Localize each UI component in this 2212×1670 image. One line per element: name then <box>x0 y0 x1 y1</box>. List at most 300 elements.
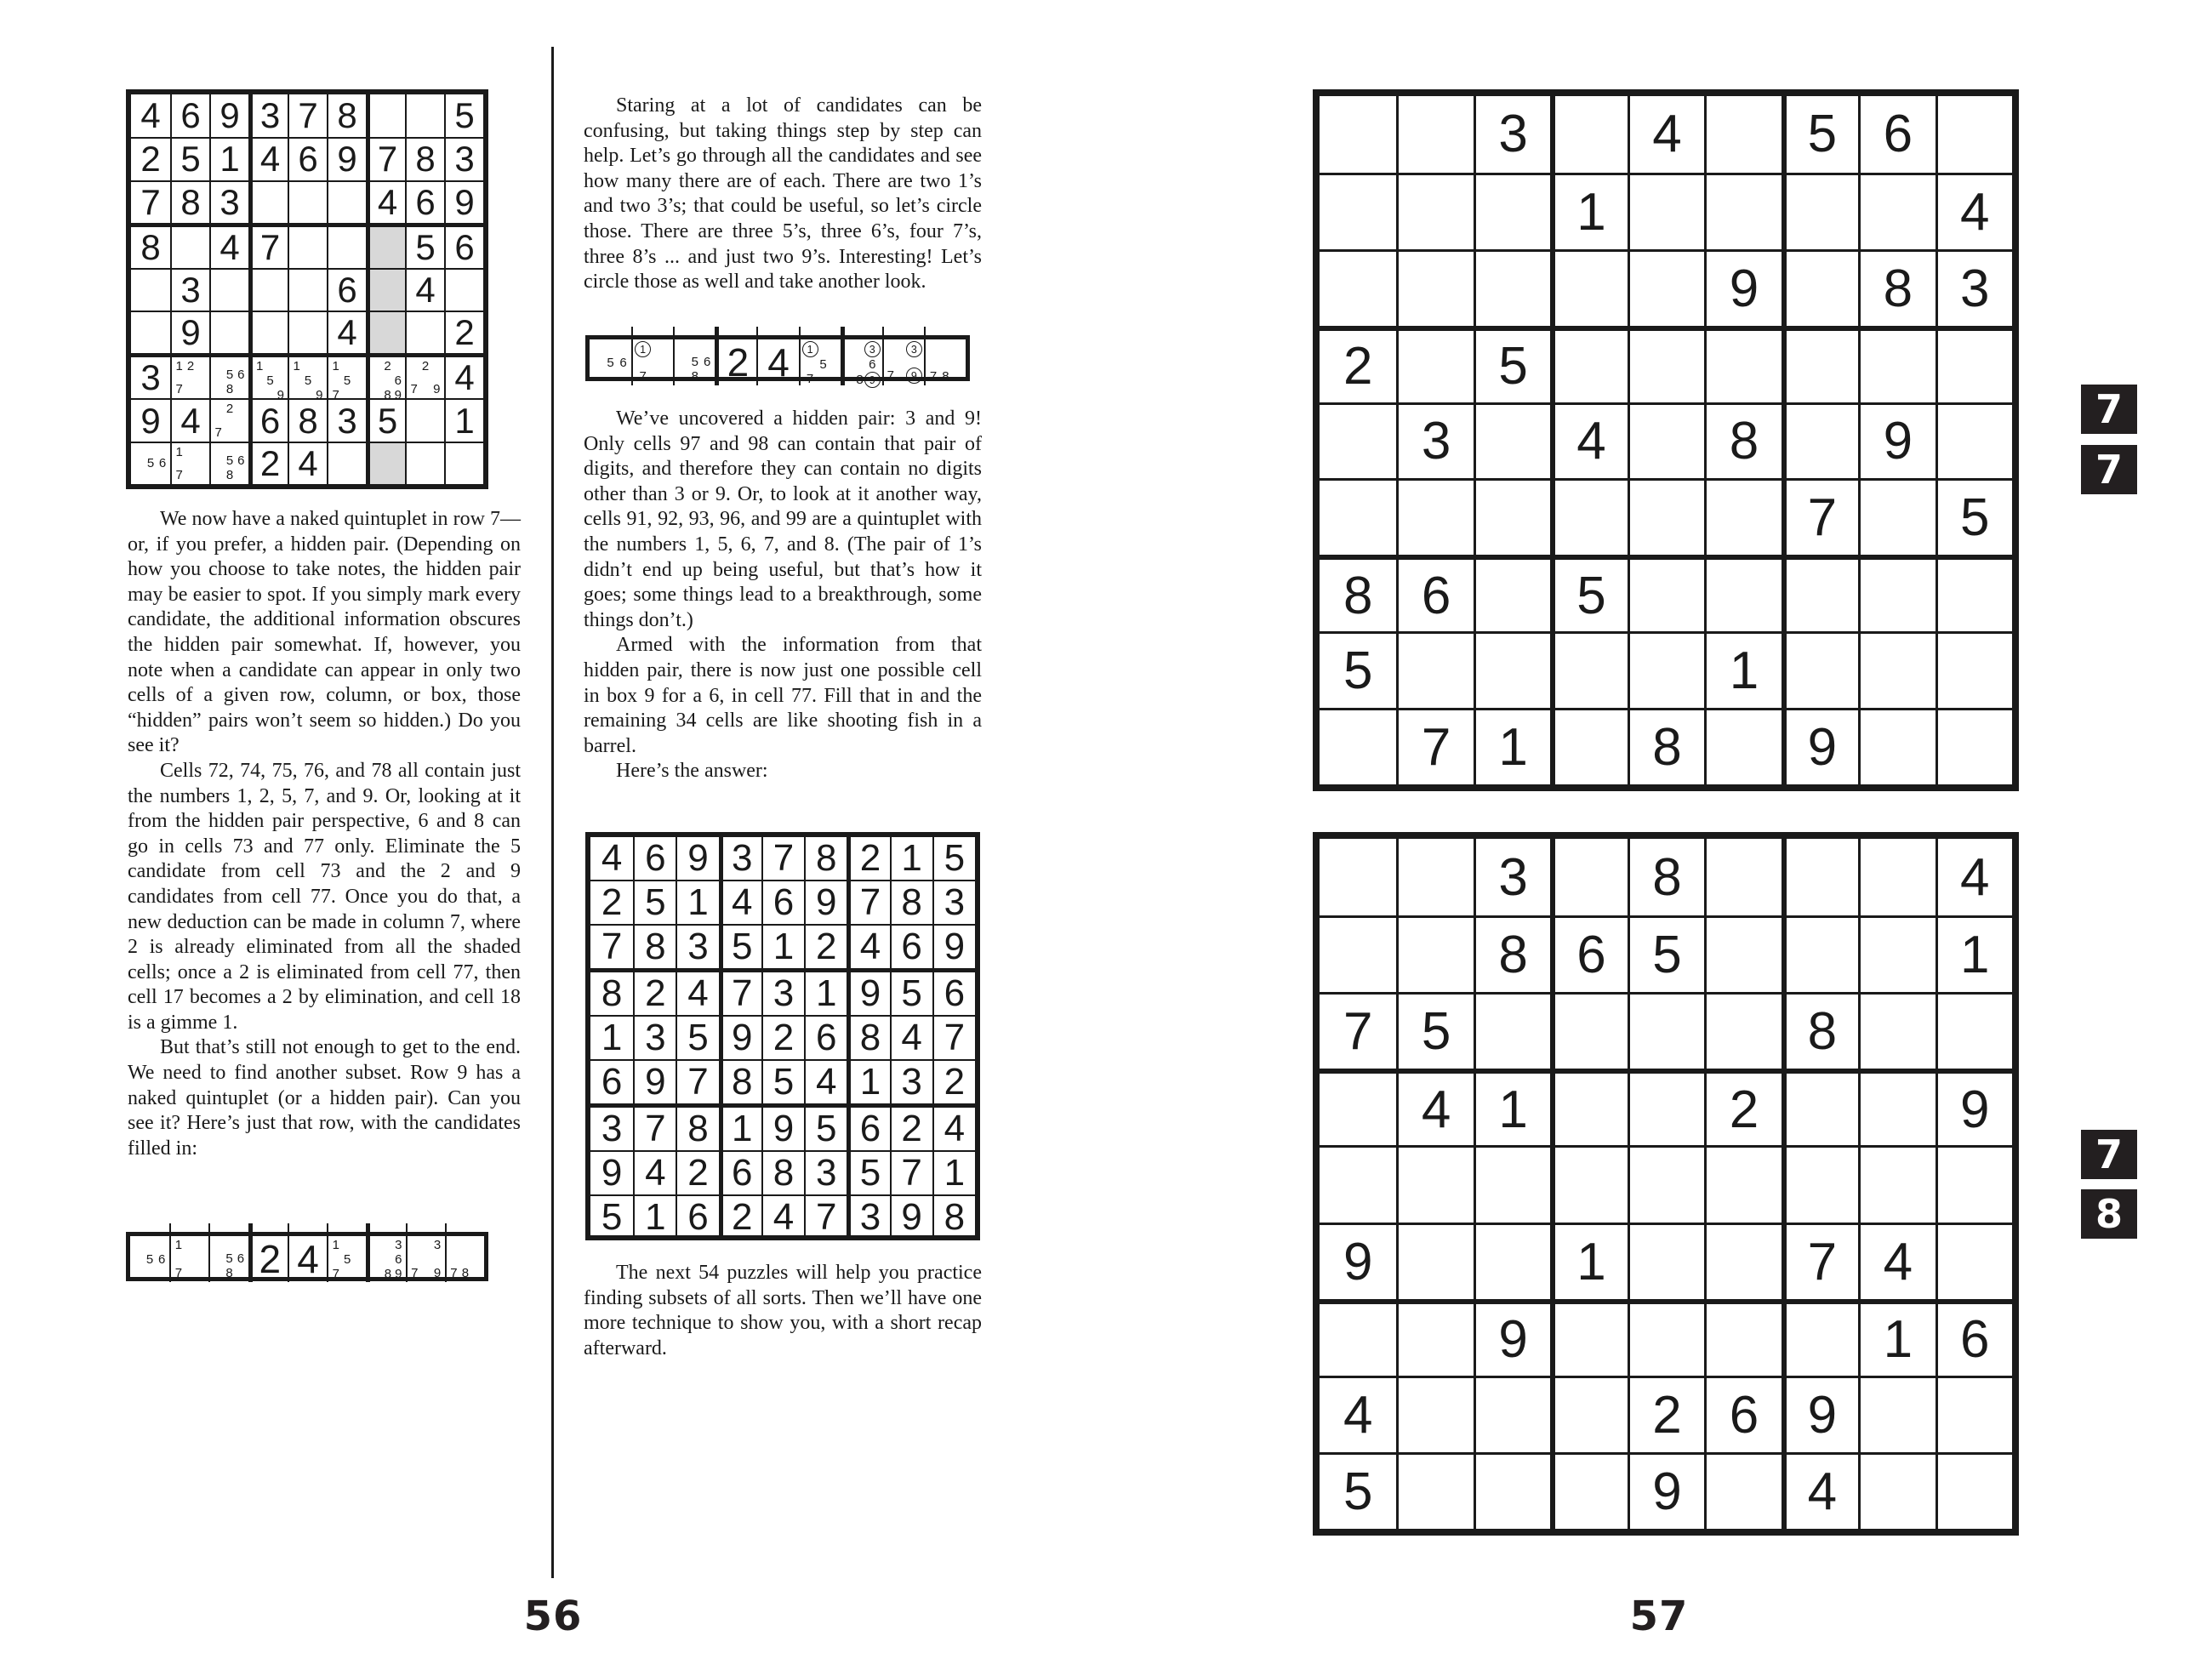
puzzle-grid-bottom-cell-r1c4 <box>1550 839 1627 915</box>
candidate-6: 6 <box>237 368 245 383</box>
given-digit: 8 <box>1807 1002 1838 1062</box>
puzzle-grid-bottom-cell-r9c9 <box>1936 1452 2012 1529</box>
right-column-text-top <box>584 94 982 295</box>
given-digit: 4 <box>219 226 240 267</box>
candidate-5: 5 <box>304 373 312 389</box>
answer-grid-cell-r2c3 <box>676 880 718 924</box>
given-digit: 6 <box>645 837 666 879</box>
candidate-6: 6 <box>394 373 402 389</box>
example-grid-cell-r3c4 <box>248 180 288 223</box>
candidate-8: 8 <box>461 1266 470 1280</box>
candidate-6: 6 <box>619 355 627 370</box>
given-digit: 5 <box>454 95 475 136</box>
example-grid-cell-r2c7 <box>366 137 405 180</box>
grid-cut-tick <box>715 327 719 335</box>
puzzle-grid-top-cell-r1c3 <box>1474 96 1550 173</box>
candidate-7: 7 <box>214 425 222 440</box>
difficulty-badge: 7 <box>2081 385 2137 434</box>
puzzle-grid-top-cell-r8c1 <box>1320 631 1396 708</box>
candidate-3: 3 <box>395 1238 402 1252</box>
puzzle-grid-top-cell-r9c4 <box>1550 708 1627 784</box>
answer-grid-cell-r4c8 <box>890 968 932 1015</box>
example-grid-cell-r7c6 <box>327 353 366 403</box>
puzzle-grid-top-cell-r3c6 <box>1704 249 1781 326</box>
puzzle-grid-bottom-cell-r6c2 <box>1396 1223 1473 1299</box>
given-digit: 5 <box>772 1061 795 1103</box>
candidate-1: 1 <box>175 359 183 374</box>
puzzle-grid-top-cell-r6c2 <box>1396 478 1473 555</box>
puzzle-grid-top-cell-r7c9 <box>1936 555 2012 631</box>
given-digit: 5 <box>1343 1462 1373 1521</box>
example-grid-cell-r6c3 <box>209 311 248 353</box>
answer-grid-cell-r3c4 <box>719 924 761 968</box>
puzzle-grid-bottom-cell-r8c7 <box>1782 1376 1858 1452</box>
row9-candidate-strip-cell-8 <box>406 1236 445 1282</box>
puzzle-grid-top-cell-r2c9 <box>1936 173 2012 249</box>
puzzle-grid-top-cell-r6c9 <box>1936 478 2012 555</box>
answer-grid-cell-r2c9 <box>932 880 975 924</box>
given-digit: 7 <box>1807 1232 1838 1291</box>
puzzle-grid-bottom-cell-r5c6 <box>1704 1145 1781 1222</box>
given-digit: 3 <box>601 1108 623 1149</box>
given-digit: 9 <box>645 1061 666 1103</box>
candidate-9: 9 <box>395 1267 402 1281</box>
puzzle-grid-bottom-cell-r4c6 <box>1704 1069 1781 1145</box>
puzzle-grid-top-cell-r8c4 <box>1550 631 1627 708</box>
puzzle-grid-top-cell-r2c6 <box>1704 173 1781 249</box>
given-digit: 6 <box>259 400 281 441</box>
given-digit: 9 <box>1883 412 1913 471</box>
example-grid-cell-r5c2 <box>170 268 209 311</box>
puzzle-grid-top-cell-r9c5 <box>1628 708 1704 784</box>
candidate-6: 6 <box>237 453 245 468</box>
example-grid-cell-r7c9 <box>444 353 483 398</box>
grid-cut-tick <box>208 1223 210 1232</box>
answer-grid-cell-r9c2 <box>633 1194 676 1239</box>
given-digit: 7 <box>298 95 318 136</box>
example-grid-cell-r9c3 <box>209 442 248 484</box>
given-digit: 5 <box>415 226 436 267</box>
candidate-9: 9 <box>276 388 284 403</box>
solved-digit: 2 <box>259 1237 282 1281</box>
candidate-marks <box>173 1238 207 1280</box>
puzzle-grid-top-cell-r7c3 <box>1474 555 1550 631</box>
given-digit: 6 <box>732 1152 753 1194</box>
given-digit: 9 <box>219 95 240 136</box>
given-digit: 5 <box>601 1196 623 1238</box>
puzzle-grid-top-cell-r2c2 <box>1396 173 1473 249</box>
answer-grid-cell-r9c4 <box>719 1194 761 1239</box>
given-digit: 6 <box>1421 566 1451 625</box>
given-digit: 4 <box>1652 105 1682 164</box>
given-digit: 4 <box>454 357 475 398</box>
example-grid-cell-r9c9 <box>444 442 483 484</box>
example-grid-cell-r2c2 <box>170 137 209 180</box>
candidate-8: 8 <box>691 369 698 384</box>
example-grid-cell-r2c3 <box>209 137 248 180</box>
answer-grid-cell-r8c6 <box>804 1150 847 1194</box>
puzzle-grid-bottom-cell-r7c7 <box>1782 1299 1858 1376</box>
given-digit: 3 <box>180 269 201 310</box>
example-grid-cell-r8c3 <box>209 398 248 441</box>
given-digit: 6 <box>180 95 201 136</box>
candidate-8: 8 <box>942 369 949 384</box>
puzzle-grid-bottom-cell-r3c6 <box>1704 992 1781 1069</box>
example-grid-cell-r4c4 <box>248 223 288 268</box>
answer-grid-cell-r1c8 <box>890 837 932 880</box>
example-grid-cell-r6c2 <box>170 311 209 353</box>
given-digit: 2 <box>1343 337 1373 396</box>
example-grid-cell-r9c7 <box>366 442 405 484</box>
candidate-7: 7 <box>174 1266 183 1280</box>
candidate-marks <box>927 341 964 384</box>
example-grid <box>126 89 488 489</box>
candidate-1-circled: 1 <box>635 341 651 357</box>
row9-candidate-strip-circled-cell-6 <box>799 339 841 385</box>
candidate-6: 6 <box>395 1252 402 1267</box>
right-column-text-bottom <box>584 1261 982 1361</box>
puzzle-grid-bottom-cell-r2c8 <box>1858 915 1935 992</box>
example-grid-cell-r5c5 <box>288 268 327 311</box>
given-digit: 5 <box>180 139 201 180</box>
puzzle-grid-top-cell-r2c8 <box>1858 173 1935 249</box>
puzzle-grid-top-cell-r5c4 <box>1550 402 1627 479</box>
puzzle-grid-top-cell-r1c6 <box>1704 96 1781 173</box>
answer-grid-cell-r9c5 <box>761 1194 804 1239</box>
given-digit: 2 <box>601 881 623 923</box>
given-digit: 2 <box>815 926 837 967</box>
paragraph: Armed with the information from that hidden pair, there is now just one possible cell in box 9 for a 6, in cell 77. Fill that in and the remaining 34 cells are like shooting fish in a barrel. <box>584 634 982 757</box>
example-grid-cell-r1c4 <box>248 94 288 137</box>
grid-cut-tick <box>248 1223 253 1232</box>
answer-grid-cell-r9c9 <box>932 1194 975 1239</box>
given-digit: 1 <box>859 1061 881 1103</box>
example-grid-cell-r9c4 <box>248 442 288 484</box>
puzzle-grid-top-cell-r3c9 <box>1936 249 2012 326</box>
grid-cut-tick <box>445 1223 447 1232</box>
puzzle-grid-bottom-cell-r7c2 <box>1396 1299 1473 1376</box>
given-digit: 2 <box>259 442 281 483</box>
column-divider <box>551 47 554 1578</box>
puzzle-grid-top-cell-r3c4 <box>1550 249 1627 326</box>
given-digit: 9 <box>772 1108 795 1149</box>
paragraph: Cells 72, 74, 75, 76, and 78 all contain just the numbers 1, 2, 5, 7, and 9. Or, looking at it from the hidden pair perspective, 6 and 8 can go in cells 73 and 77 only. Eliminate the 5 candidate from cell 73 and the 2 and 9 candidates from cell 77. Once you do that, a new deduction can be made in column 7, where 2 is already eliminated from all the shaded cells; once a 2 is eliminated from cell 77, then cell 17 becomes a 2 by elimination, and cell 18 is a gimme 1. <box>128 759 521 1034</box>
puzzle-grid-bottom-cell-r3c5 <box>1628 992 1704 1069</box>
puzzle-grid-bottom-cell-r7c4 <box>1550 1299 1627 1376</box>
example-grid-cell-r4c7 <box>366 223 405 268</box>
puzzle-grid-top-cell-r7c2 <box>1396 555 1473 631</box>
puzzle-grid-top-cell-r8c9 <box>1936 631 2012 708</box>
puzzle-grid-top-cell-r3c1 <box>1320 249 1396 326</box>
puzzle-grid-top-cell-r3c3 <box>1474 249 1550 326</box>
given-digit: 3 <box>1421 412 1451 471</box>
row9-candidate-strip-circled <box>585 335 970 387</box>
candidate-8: 8 <box>384 1267 392 1281</box>
row9-candidate-strip-circled-cell-1 <box>590 339 631 385</box>
puzzle-grid-top-cell-r1c4 <box>1550 96 1627 173</box>
given-digit: 3 <box>944 881 966 923</box>
example-grid-cell-r6c8 <box>405 311 444 353</box>
puzzle-grid-top-cell-r5c2 <box>1396 402 1473 479</box>
puzzle-grid-bottom-cell-r3c2 <box>1396 992 1473 1069</box>
given-digit: 4 <box>732 881 753 923</box>
puzzle-grid-top-cell-r1c9 <box>1936 96 2012 173</box>
given-digit: 8 <box>1343 566 1373 625</box>
given-digit: 8 <box>645 926 666 967</box>
candidate-2: 2 <box>421 359 430 374</box>
puzzle-grid-bottom-cell-r7c8 <box>1858 1299 1935 1376</box>
candidate-6: 6 <box>869 357 876 372</box>
given-digit: 5 <box>815 1108 837 1149</box>
puzzle-grid-bottom-cell-r4c7 <box>1782 1069 1858 1145</box>
example-grid-cell-r6c5 <box>288 311 327 353</box>
candidate-1-circled: 1 <box>802 341 818 357</box>
given-digit: 7 <box>140 181 161 222</box>
candidate-1: 1 <box>255 359 264 374</box>
given-digit: 2 <box>901 1108 922 1149</box>
example-grid-cell-r3c8 <box>405 180 444 223</box>
example-grid-cell-r1c8 <box>405 94 444 137</box>
puzzle-grid-top-cell-r1c8 <box>1858 96 1935 173</box>
given-digit: 7 <box>732 972 753 1014</box>
candidate-marks <box>591 341 630 384</box>
answer-grid-cell-r5c3 <box>676 1015 718 1059</box>
given-digit: 8 <box>732 1061 753 1103</box>
example-grid-cell-r4c1 <box>131 223 170 268</box>
candidate-marks <box>847 341 881 387</box>
answer-grid-cell-r8c5 <box>761 1150 804 1194</box>
given-digit: 4 <box>259 139 281 180</box>
given-digit: 5 <box>944 837 966 879</box>
row9-candidate-strip-cell-7 <box>366 1236 405 1282</box>
puzzle-grid-bottom-cell-r7c1 <box>1320 1299 1396 1376</box>
example-grid-cell-r8c9 <box>444 398 483 441</box>
given-digit: 3 <box>259 95 281 136</box>
given-digit: 7 <box>1421 718 1451 778</box>
example-grid-cell-r5c3 <box>209 268 248 311</box>
given-digit: 6 <box>415 181 436 222</box>
given-digit: 9 <box>901 1196 922 1238</box>
paragraph: Here’s the answer: <box>616 760 768 783</box>
given-digit: 5 <box>901 972 922 1014</box>
example-grid-cell-r1c3 <box>209 94 248 137</box>
given-digit: 4 <box>180 400 201 441</box>
puzzle-grid-bottom-cell-r6c9 <box>1936 1223 2012 1299</box>
given-digit: 3 <box>645 1017 666 1058</box>
difficulty-badge: 7 <box>2081 1130 2137 1179</box>
example-grid-cell-r2c9 <box>444 137 483 180</box>
example-grid-cell-r4c6 <box>327 223 366 268</box>
given-digit: 2 <box>645 972 666 1014</box>
candidate-marks <box>676 341 713 384</box>
grid-cut-tick <box>841 327 845 335</box>
given-digit: 2 <box>1729 1080 1759 1139</box>
given-digit: 6 <box>337 269 357 310</box>
puzzle-grid-bottom-cell-r5c8 <box>1858 1145 1935 1222</box>
candidate-marks <box>213 359 247 396</box>
given-digit: 3 <box>859 1196 881 1238</box>
puzzle-grid-top-cell-r5c1 <box>1320 402 1396 479</box>
candidate-2: 2 <box>384 359 391 374</box>
given-digit: 3 <box>1960 259 1990 318</box>
row9-candidate-strip-circled-cell-9 <box>924 339 966 385</box>
given-digit: 1 <box>687 881 709 923</box>
puzzle-grid-top-cell-r3c7 <box>1782 249 1858 326</box>
given-digit: 9 <box>601 1152 623 1194</box>
answer-grid-cell-r1c6 <box>804 837 847 880</box>
candidate-1: 1 <box>293 359 300 374</box>
puzzle-grid-top-cell-r6c3 <box>1474 478 1550 555</box>
grid-cut-tick <box>673 327 675 335</box>
example-grid-cell-r9c6 <box>327 442 366 484</box>
puzzle-grid-top-cell-r6c6 <box>1704 478 1781 555</box>
given-digit: 6 <box>1960 1310 1990 1370</box>
example-grid-cell-r1c9 <box>444 94 483 137</box>
given-digit: 8 <box>337 95 357 136</box>
example-grid-cell-r8c7 <box>366 398 405 441</box>
given-digit: 9 <box>1807 1385 1838 1445</box>
solved-digit: 4 <box>767 340 790 385</box>
puzzle-grid-bottom-cell-r3c7 <box>1782 992 1858 1069</box>
given-digit: 9 <box>1807 718 1838 778</box>
candidate-marks <box>213 445 247 482</box>
puzzle-grid-top-cell-r4c2 <box>1396 326 1473 402</box>
given-digit: 1 <box>944 1152 966 1194</box>
example-grid-cell-r1c5 <box>288 94 327 137</box>
candidate-8: 8 <box>225 1266 233 1280</box>
row9-candidate-strip-circled-cell-7 <box>841 339 882 385</box>
puzzle-grid-top-cell-r7c4 <box>1550 555 1627 631</box>
given-digit: 4 <box>140 95 161 136</box>
example-grid-cell-r6c4 <box>248 311 288 353</box>
puzzle-grid-bottom-cell-r9c1 <box>1320 1452 1396 1529</box>
given-digit: 8 <box>298 400 318 441</box>
puzzle-grid-bottom-cell-r8c4 <box>1550 1376 1627 1452</box>
candidate-7: 7 <box>450 1266 458 1280</box>
candidate-2: 2 <box>186 359 195 374</box>
solved-digit: 2 <box>727 340 750 385</box>
candidate-marks <box>291 359 325 403</box>
grid-cut-tick <box>631 327 633 335</box>
example-grid-cell-r1c2 <box>170 94 209 137</box>
answer-grid-cell-r6c5 <box>761 1059 804 1103</box>
given-digit: 1 <box>219 139 240 180</box>
puzzle-grid-bottom-cell-r4c9 <box>1936 1069 2012 1145</box>
given-digit: 9 <box>337 139 357 180</box>
given-digit: 7 <box>259 226 281 267</box>
puzzle-grid-bottom-cell-r2c4 <box>1550 915 1627 992</box>
answer-grid-cell-r7c5 <box>761 1103 804 1150</box>
answer-grid-cell-r5c9 <box>932 1015 975 1059</box>
answer-grid-cell-r8c7 <box>847 1150 889 1194</box>
puzzle-grid-top-cell-r9c7 <box>1782 708 1858 784</box>
puzzle-grid-bottom-cell-r2c9 <box>1936 915 2012 992</box>
given-digit: 2 <box>454 312 475 353</box>
given-digit: 5 <box>687 1017 709 1058</box>
given-digit: 7 <box>645 1108 666 1149</box>
puzzle-grid-bottom-cell-r9c4 <box>1550 1452 1627 1529</box>
given-digit: 4 <box>901 1017 922 1058</box>
row9-candidate-strip-cell-5 <box>288 1236 327 1282</box>
given-digit: 1 <box>815 972 837 1014</box>
answer-grid-cell-r4c1 <box>590 968 633 1015</box>
answer-grid-cell-r3c6 <box>804 924 847 968</box>
candidate-3-circled: 3 <box>906 341 922 357</box>
candidate-5: 5 <box>344 1252 351 1267</box>
grid-cut-tick <box>406 1223 408 1232</box>
given-digit: 7 <box>901 1152 922 1194</box>
candidate-marks <box>174 445 208 482</box>
puzzle-grid-top-cell-r7c5 <box>1628 555 1704 631</box>
paragraph: The next 54 puzzles will help you practice finding subsets of all sorts. Then we’ll have one more technique to show you, with a short recap afterward. <box>584 1262 982 1359</box>
puzzle-grid-bottom-cell-r2c3 <box>1474 915 1550 992</box>
answer-grid-cell-r4c7 <box>847 968 889 1015</box>
answer-grid-cell-r7c1 <box>590 1103 633 1150</box>
puzzle-grid-bottom-cell-r4c2 <box>1396 1069 1473 1145</box>
given-digit: 2 <box>944 1061 966 1103</box>
given-digit: 7 <box>859 881 881 923</box>
example-grid-cell-r6c1 <box>131 311 170 353</box>
answer-grid-cell-r6c9 <box>932 1059 975 1103</box>
puzzle-grid-top-cell-r6c4 <box>1550 478 1627 555</box>
given-digit: 4 <box>377 181 398 222</box>
given-digit: 5 <box>859 1152 881 1194</box>
puzzle-grid-top-cell-r1c1 <box>1320 96 1396 173</box>
answer-grid-cell-r2c5 <box>761 880 804 924</box>
given-digit: 3 <box>732 837 753 879</box>
given-digit: 6 <box>1883 105 1913 164</box>
given-digit: 1 <box>1960 926 1990 985</box>
given-digit: 1 <box>1576 1232 1606 1291</box>
right-column-text-middle <box>584 407 982 784</box>
puzzle-grid-bottom-cell-r5c5 <box>1628 1145 1704 1222</box>
given-digit: 7 <box>815 1196 837 1238</box>
puzzle-grid-top-cell-r4c5 <box>1628 326 1704 402</box>
candidate-marks <box>635 341 671 384</box>
given-digit: 1 <box>901 837 922 879</box>
candidate-6: 6 <box>158 456 167 471</box>
candidate-7: 7 <box>929 369 938 384</box>
given-digit: 9 <box>944 926 966 967</box>
given-digit: 5 <box>645 881 666 923</box>
example-grid-cell-r2c6 <box>327 137 366 180</box>
puzzle-grid-bottom-cell-r6c7 <box>1782 1223 1858 1299</box>
row9-candidate-strip-circled-cell-8 <box>882 339 924 385</box>
candidate-marks <box>372 359 403 403</box>
example-grid-cell-r5c7 <box>366 268 405 311</box>
answer-grid-cell-r5c1 <box>590 1015 633 1059</box>
given-digit: 3 <box>687 926 709 967</box>
row9-candidate-strip <box>126 1232 488 1281</box>
given-digit: 3 <box>1498 847 1528 907</box>
puzzle-grid-bottom-cell-r1c8 <box>1858 839 1935 915</box>
puzzle-grid-bottom-cell-r7c6 <box>1704 1299 1781 1376</box>
example-grid-cell-r3c6 <box>327 180 366 223</box>
given-digit: 8 <box>772 1152 795 1194</box>
puzzle-grid-bottom-cell-r7c5 <box>1628 1299 1704 1376</box>
given-digit: 4 <box>645 1152 666 1194</box>
example-grid-cell-r4c9 <box>444 223 483 268</box>
given-digit: 4 <box>687 972 709 1014</box>
puzzle-grid-top-cell-r9c9 <box>1936 708 2012 784</box>
candidate-marks <box>254 359 286 403</box>
given-digit: 5 <box>1652 926 1682 985</box>
given-digit: 7 <box>377 139 398 180</box>
grid-cut-tick <box>799 327 801 335</box>
answer-grid-cell-r6c2 <box>633 1059 676 1103</box>
puzzle-grid-bottom-cell-r1c3 <box>1474 839 1550 915</box>
given-digit: 2 <box>1652 1385 1682 1445</box>
